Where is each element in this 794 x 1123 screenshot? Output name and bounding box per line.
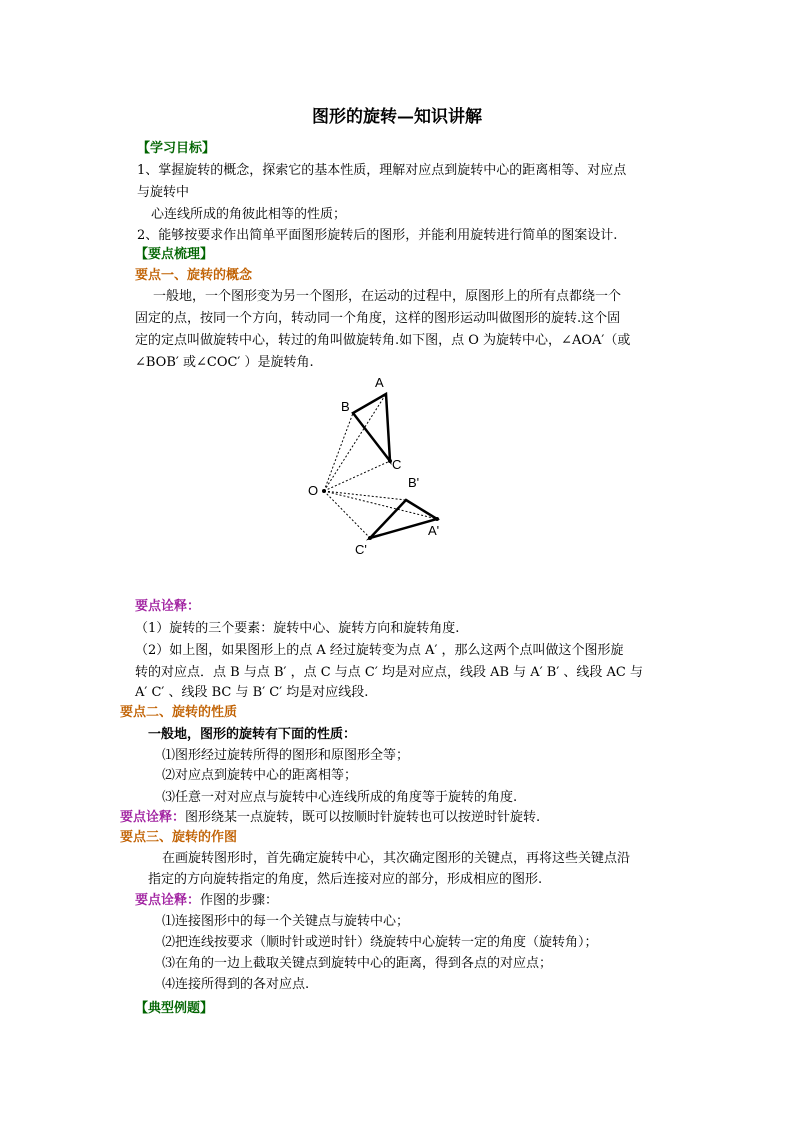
point2-note-text: 图形绕某一点旋转，既可以按顺时针旋转也可以按逆时针旋转.	[185, 810, 541, 825]
point1-note-1: （1）旋转的三个要素：旋转中心、旋转方向和旋转角度.	[135, 621, 460, 636]
point1-line-4: ∠BOB′ 或∠COC′ ）是旋转角.	[135, 355, 314, 370]
label-A-prime: A'	[428, 523, 440, 538]
objective-1c: 心连线所成的角彼此相等的性质；	[151, 207, 347, 222]
label-C: C	[392, 457, 402, 472]
dashed-lines	[324, 394, 440, 538]
label-B-prime: B'	[408, 475, 420, 490]
point2-item-2: ⑵对应点到旋转中心的距离相等；	[162, 768, 358, 783]
point2-note-heading: 要点诠释：	[120, 810, 186, 825]
point3-note-heading: 要点诠释：	[135, 893, 201, 908]
point2-item-3: ⑶任意一对对应点与旋转中心连线所成的角度等于旋转的角度.	[162, 790, 518, 805]
objective-1a: 1、掌握旋转的概念，探索它的基本性质，理解对应点到旋转中心的距离相等、对应点	[137, 163, 627, 178]
point-C2	[368, 536, 372, 540]
point1-line-2: 固定的点，按同一个方向，转动同一个角度，这样的图形运动叫做图形的旋转.这个固	[135, 311, 621, 326]
point2-intro: 一般地，图形的旋转有下面的性质：	[148, 727, 357, 742]
point1-note-heading: 要点诠释：	[135, 599, 201, 614]
label-B: B	[341, 399, 350, 414]
page-title: 图形的旋转—知识讲解	[312, 107, 482, 127]
label-O: O	[308, 483, 319, 498]
summary-header: 【要点梳理】	[135, 247, 214, 262]
point2-item-1: ⑴图形经过旋转所得的图形和原图形全等；	[162, 748, 410, 763]
point1-note-2a: （2）如上图，如果图形上的点 A 经过旋转变为点 A′ ，那么这两个点叫做这个图形旋	[135, 643, 624, 658]
point3-note-text: 作图的步骤：	[200, 893, 279, 908]
point1-note-2c: A′ C′ 、线段 BC 与 B′ C′ 均是对应线段.	[135, 685, 369, 700]
point3-heading: 要点三、旋转的作图	[120, 830, 238, 845]
point1-line-3: 定的定点叫做旋转中心，转过的角叫做旋转角.如下图，点 O 为旋转中心，∠AOA′（或	[135, 333, 631, 348]
point3-line-1: 在画旋转图形时，首先确定旋转中心，其次确定图形的关键点，再将这些关键点沿	[162, 851, 631, 866]
point2-heading: 要点二、旋转的性质	[120, 705, 238, 720]
objective-2: 2、能够按要求作出简单平面图形旋转后的图形，并能利用旋转进行简单的图案设计.	[137, 228, 618, 243]
line-OB	[324, 413, 353, 491]
point-O	[322, 489, 326, 493]
label-C-prime: C'	[355, 542, 367, 557]
point2-note	[120, 810, 540, 826]
point3-step-2: ⑵把连线按要求（顺时针或逆时针）绕旋转中心旋转一定的角度（旋转角）；	[162, 935, 598, 950]
objectives-header: 【学习目标】	[137, 141, 216, 156]
triangle-A2B2C2	[370, 500, 440, 538]
rotation-diagram	[0, 370, 794, 590]
point3-step-3: ⑶在角的一边上截取关键点到旋转中心的距离，得到各点的对应点；	[162, 956, 553, 971]
point1-heading: 要点一、旋转的概念	[135, 268, 253, 283]
line-OA2	[324, 491, 437, 519]
point-A2	[435, 517, 439, 521]
point3-step-4: ⑷连接所得到的各对应点.	[162, 977, 310, 992]
point3-line-2: 指定的方向旋转指定的角度，然后连接对应的部分，形成相应的图形.	[148, 872, 543, 887]
point1-line-1: 一般地，一个图形变为另一个图形，在运动的过程中，原图形上的所有点都绕一个	[153, 289, 622, 304]
label-A: A	[375, 375, 384, 390]
objective-1b: 与旋转中	[137, 185, 190, 200]
point3-note	[135, 893, 278, 909]
triangle-ABC	[353, 394, 390, 461]
point1-note-2b: 转的对应点．点 B 与点 B′ ，点 C 与点 C′ 均是对应点，线段 AB 与 A′ B′ 、线段 AC 与	[135, 665, 644, 680]
examples-header: 【典型例题】	[135, 1001, 214, 1016]
line-OB2	[324, 491, 406, 500]
line-OC2	[324, 491, 370, 538]
point3-step-1: ⑴连接图形中的每一个关键点与旋转中心；	[162, 914, 410, 929]
